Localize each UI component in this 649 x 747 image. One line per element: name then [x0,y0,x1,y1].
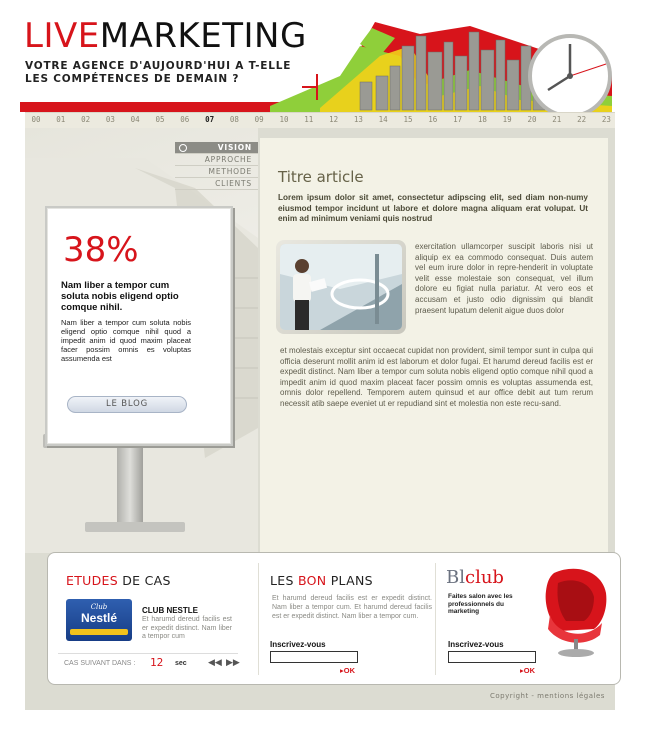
billboard-text: Nam liber a tempor cum soluta nobis eligend optio comque nihil quod a impedit anim id quod maxim placeat facer possim omnis es voluptas assumenda est [61,318,191,363]
timeline-tick: 18 [477,115,487,124]
timeline-tick: 00 [31,115,41,124]
timeline-tick: 19 [502,115,512,124]
timeline-tick: 22 [577,115,587,124]
plans-ok-button[interactable]: ▸OK [340,666,356,675]
timeline-tick: 21 [552,115,562,124]
timeline-tick: 23 [601,115,611,124]
rewind-icon[interactable]: ◀◀ [208,657,222,667]
billboard-panel [45,206,233,446]
billboard-percent: 38% [63,230,139,270]
forward-icon[interactable]: ▶▶ [226,657,240,667]
plans-heading [270,573,373,588]
nav-active-dot-icon [179,144,187,152]
tagline-line-2: LES COMPÉTENCES DE DEMAIN ? [25,73,240,85]
article-photo [276,240,406,334]
case-timer: 12 [150,656,164,669]
billboard-pole [117,446,143,526]
nestle-logo-small: Club [90,603,108,611]
timeline-tick: 08 [229,115,239,124]
case-next-bar [58,653,238,673]
plans-heading-red: BON [297,573,327,588]
left-panel [25,128,258,553]
main-nav [175,142,258,190]
timeline-tick: 07 [205,115,215,124]
copyright-link[interactable]: Copyright - mentions légales [490,692,605,700]
blog-button[interactable]: LE BLOG [67,396,187,413]
timeline-tick: 16 [428,115,438,124]
cases-heading-rest: DE CAS [117,573,171,588]
blclub-logo[interactable] [446,567,504,588]
timeline-tick: 14 [378,115,388,124]
nav-item-label: VISION [217,143,252,152]
blclub-signup-input[interactable] [448,651,536,663]
logo-live: LIVE [24,16,100,56]
timeline-tick: 05 [155,115,165,124]
timeline-tick: 10 [279,115,289,124]
column-divider-2 [435,563,436,675]
red-armchair-icon [536,565,616,665]
logo-marketing: MARKETING [99,16,307,56]
nav-item-label: METHODE [208,167,252,176]
nav-item-label: CLIENTS [215,179,252,188]
nav-item-clients[interactable] [175,178,258,190]
article-paragraph-1: exercitation ullamcorper suscipit laboris nisi ut aliquip ex ea commodo consequat. Duis autem vel eum irure dolor in repre-henderit in voluptate velit esse molestaie son consequat, vel illum dolore eu figiat nulla pariatur. At vero eos et accusam et justo odio dignissim qui blandit praesent lupatum delenit aigue duos dolor [415,242,593,315]
case-client-name: CLUB NESTLE [142,606,198,615]
blclub-logo-b: Bl [446,567,465,588]
billboard-title: Nam liber a tempor cum soluta nobis eligend optio comque nihil. [61,280,179,313]
tagline [25,60,291,86]
timeline-tick: 09 [254,115,264,124]
cases-heading [66,573,171,588]
cases-heading-red: ETUDES [66,573,118,588]
article-lead: Lorem ipsum dolor sit amet, consectetur adipscing elit, sed diam non-numy eiusmod tempor incidunt ut labore et dolore magna aliquam erat volupat. Ut enim ad minimum veniami quis nostrud [278,193,588,224]
timeline-tick: 04 [130,115,140,124]
nestle-logo-band [70,629,128,635]
nestle-logo-icon[interactable] [66,599,132,641]
plans-signup-input[interactable] [270,651,358,663]
clock-icon [530,36,610,116]
timeline-tick: 17 [453,115,463,124]
timeline-tick: 20 [527,115,537,124]
article [260,138,608,552]
case-client-text: Et harumd dereud facilis est er expedit distinct. Nam liber a tempor cum [142,616,232,641]
timeline-tick: 15 [403,115,413,124]
nav-item-label: APPROCHE [204,155,252,164]
timeline-tick: 06 [180,115,190,124]
case-next-label: CAS SUIVANT DANS : [64,660,136,667]
plans-signup-label: Inscrivez-vous [270,640,326,649]
header [0,0,649,128]
blclub-tagline: Faites salon avec les professionnels du marketing [448,593,513,616]
billboard-base [85,522,185,532]
blclub-signup-label: Inscrivez-vous [448,640,504,649]
nav-item-vision[interactable] [175,142,258,154]
timeline-tick: 13 [353,115,363,124]
article-title: Titre article [278,168,364,186]
hour-timeline [25,112,615,128]
blclub-ok-button[interactable]: ▸OK [520,666,536,675]
tagline-line-1: VOTRE AGENCE D'AUJOURD'HUI A T-ELLE [25,60,292,72]
timeline-tick: 11 [304,115,314,124]
nestle-logo-brand: Nestlé [80,611,118,625]
case-timer-unit: sec [175,660,187,667]
article-paragraph-2: et molestais exceptur sint occaecat cupidat non provident, simil tempor sunt in culpa qui officia deserunt mollit anim id est laborum et dolor fugai. Et harumd dereud facilis est er expedit distinct. Nam liber a tempor cum soluta nobis eligend optio comque nihil quod a impedit anim id quod maxim placeat facer possim omnis es voluptas assumenda est, omnis dolor repellend. Temporem autem quinsud et aur office debit aut tum rerum necessit atib saepe eveniet ut er repudiand sint et molestia non este recu-sand. [280,346,593,408]
plans-heading-pre: LES [270,573,298,588]
blclub-logo-club: club [464,567,504,588]
timeline-tick: 02 [81,115,91,124]
plans-text: Et harumd dereud facilis est er expedit distinct. Nam liber a tempor cum. Et harumd dereud facilis est er expedit distinct. Nam liber a tempor cum. [272,595,432,620]
nav-item-methode[interactable] [175,166,258,178]
timeline-tick: 12 [329,115,339,124]
timeline-tick: 01 [56,115,66,124]
nav-item-approche[interactable] [175,154,258,166]
site-logo[interactable] [24,16,307,56]
timeline-tick: 03 [105,115,115,124]
column-divider-1 [258,563,259,675]
bottom-panels [47,552,621,685]
woman-office-photo-icon [280,244,402,330]
plans-heading-post: PLANS [326,573,373,588]
